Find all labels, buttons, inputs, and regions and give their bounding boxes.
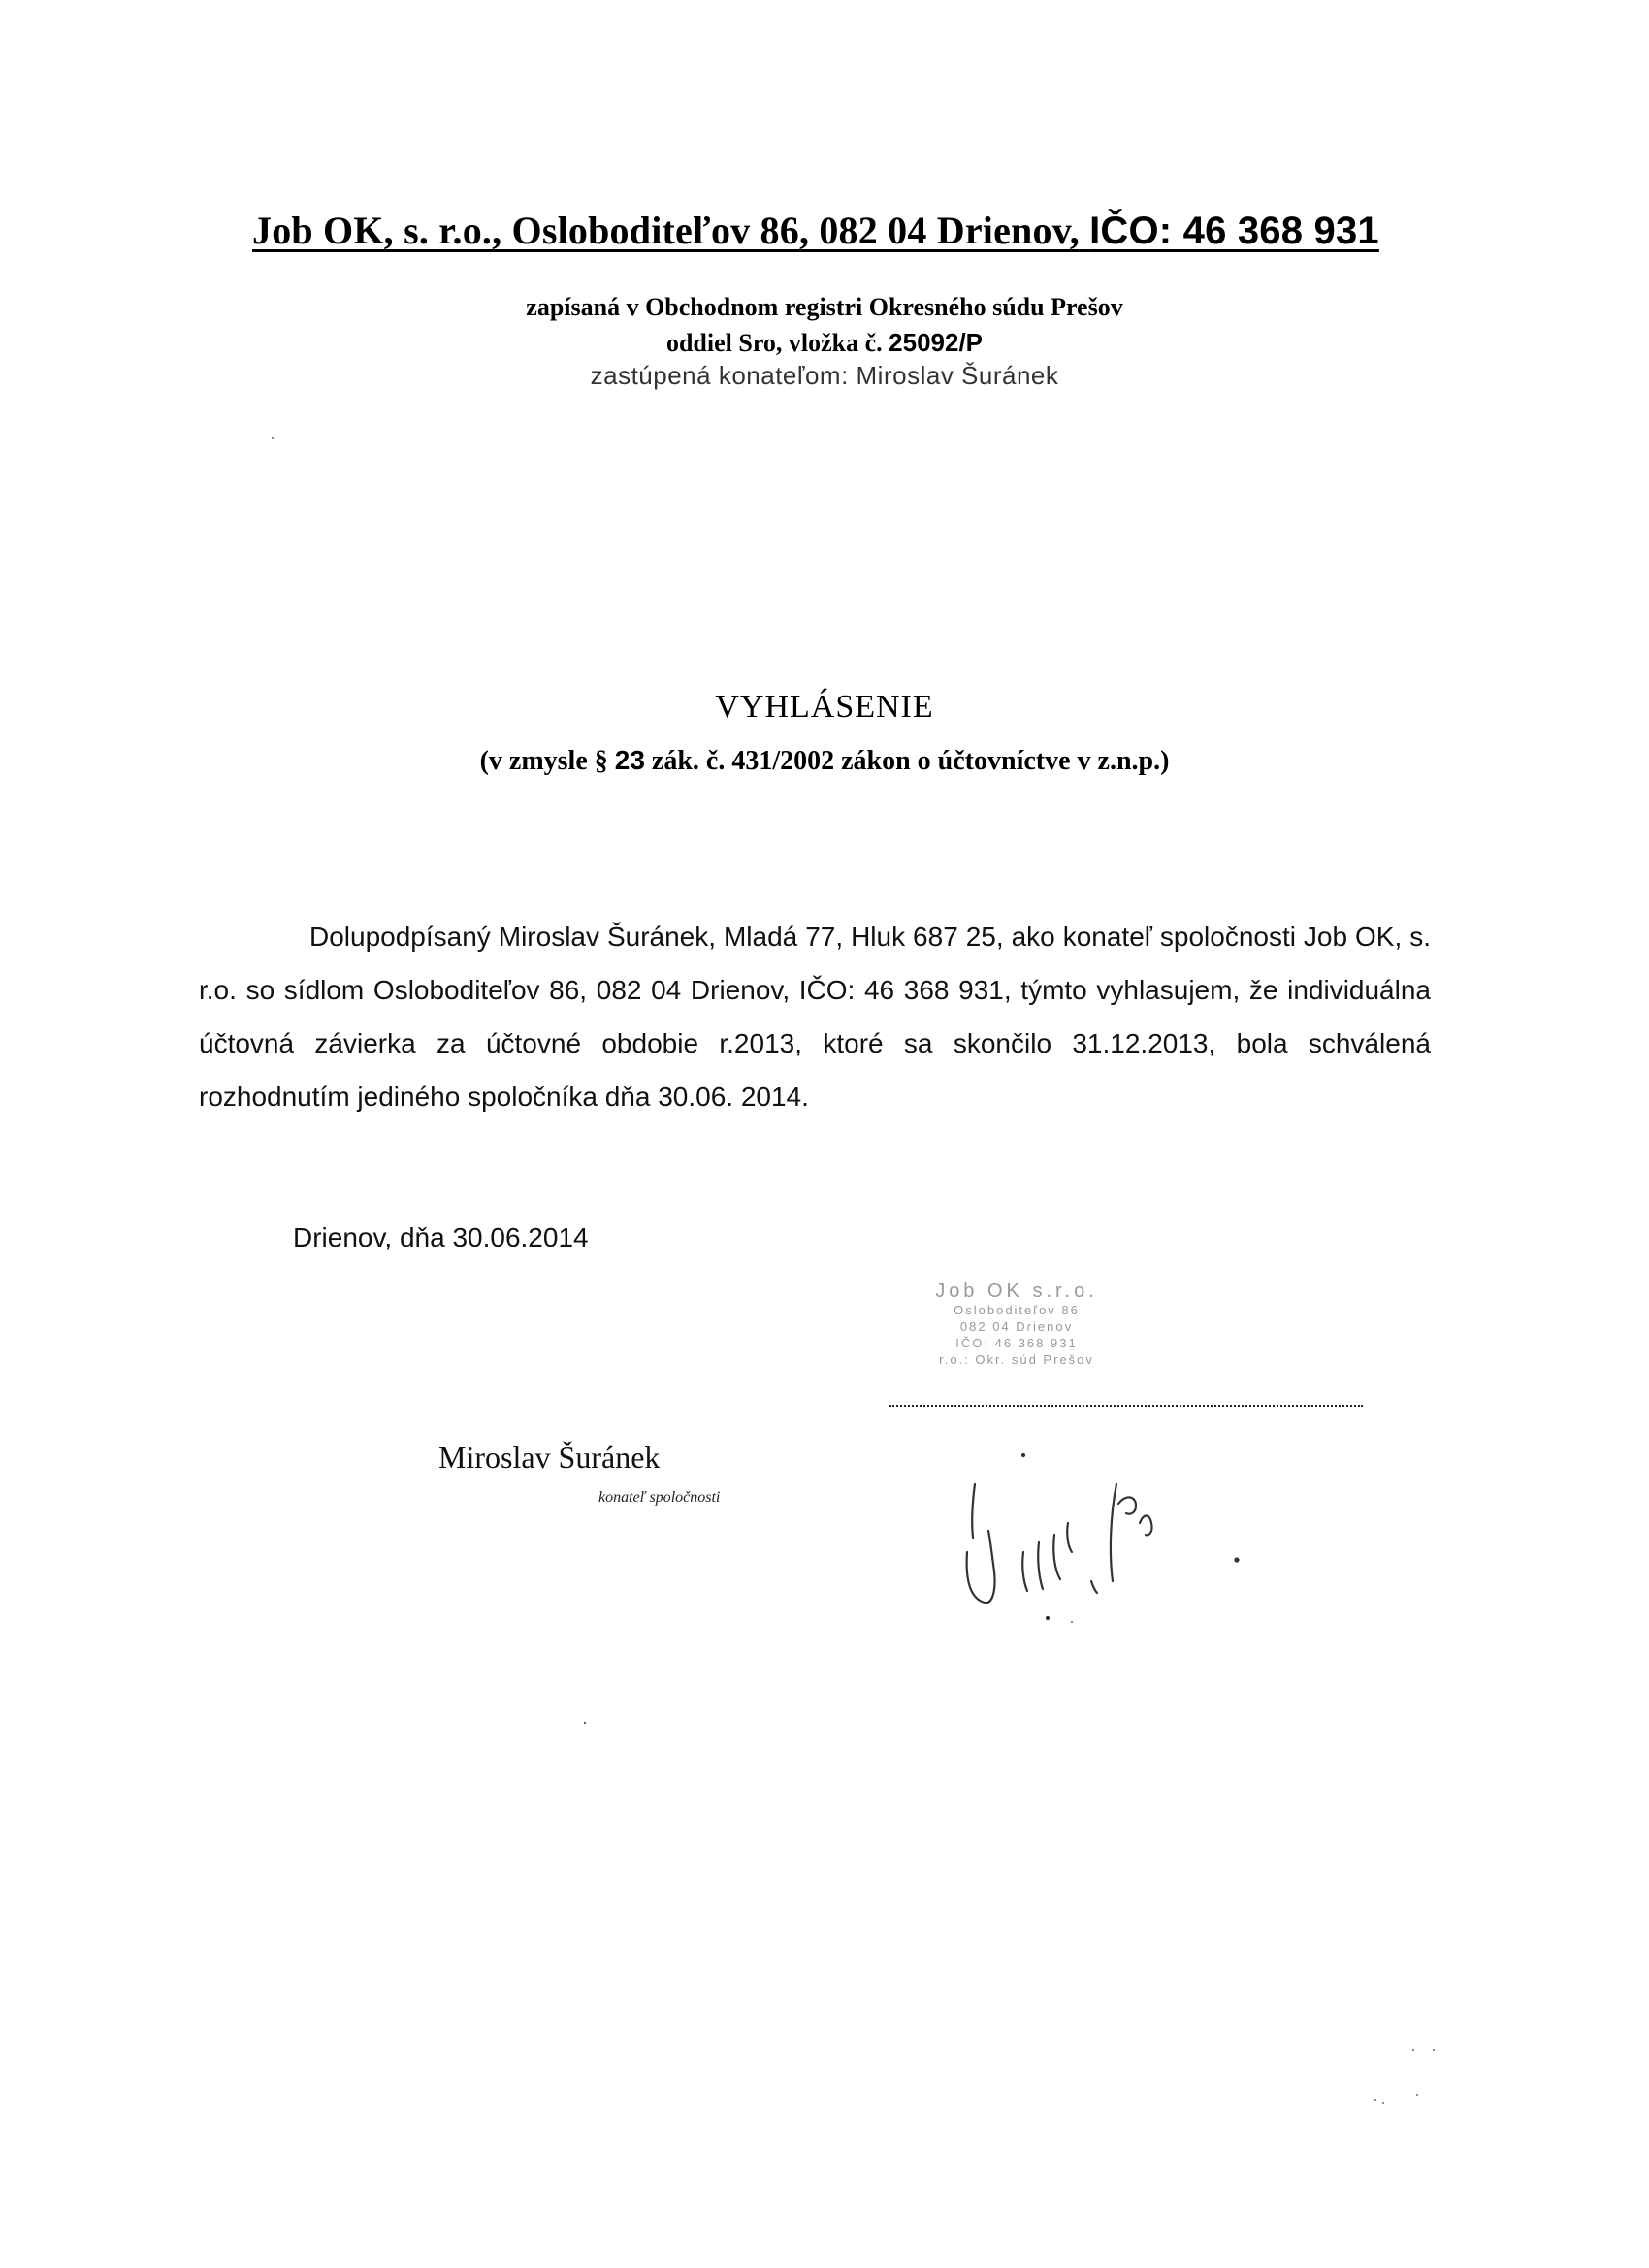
stamp-line: r.o.: Okr. súd Prešov [939, 1352, 1094, 1367]
registry-insert-number: 25092/P [889, 328, 984, 357]
company-header [252, 208, 1379, 253]
company-name-address: Job OK, s. r.o., Osloboditeľov 86, 082 04 Drienov, [252, 209, 1080, 252]
signer-name: Miroslav Šuránek [438, 1440, 661, 1474]
signer-role: konateľ spoločnosti [598, 1489, 721, 1506]
company-ico: IČO: 46 368 931 [1089, 210, 1379, 252]
registry-section: oddiel Sro, vložka č. [665, 329, 883, 357]
stamp-line: IČO: 46 368 931 [955, 1336, 1078, 1350]
stamp-line: Osloboditeľov 86 [954, 1303, 1080, 1317]
document-subtitle [0, 745, 1649, 777]
subtitle-law: zák. č. 431/2002 zákon o účtovníctve v z.n.p.) [651, 746, 1170, 776]
handwritten-signature [946, 1445, 1373, 1620]
registry-line-1: zapísaná v Obchodnom registri Okresného súdu Prešov [526, 293, 1123, 321]
place-and-date: Drienov, dňa 30.06.2014 [293, 1222, 589, 1252]
company-stamp [920, 1280, 1114, 1368]
registry-line-2 [0, 328, 1649, 358]
registry-representative: zastúpená konateľom: Miroslav Šuránek [590, 361, 1059, 390]
subtitle-section-number: 23 [614, 745, 645, 775]
declaration-body: Dolupodpísaný Miroslav Šuránek, Mladá 77, Hluk 687 25, ako konateľ spoločnosti Job OK, s. r.o. so sídlom Osloboditeľov 86, 082 04 Drienov, IČO: 46 368 931, týmto vyhlasujem, že individuálna účtovná závierka za účtovné obdobie r.2013, ktoré sa skončilo 31.12.2013, bola schválená rozhodnutím jediného spoločníka dňa 30.06. 2014. [199, 922, 1431, 1112]
document-title: VYHLÁSENIE [715, 689, 934, 725]
subtitle-prefix: (v zmysle § [479, 746, 608, 776]
stamp-line: 082 04 Drienov [959, 1319, 1074, 1334]
stamp-line: Job OK s.r.o. [935, 1280, 1098, 1302]
signature-line [889, 1405, 1363, 1407]
